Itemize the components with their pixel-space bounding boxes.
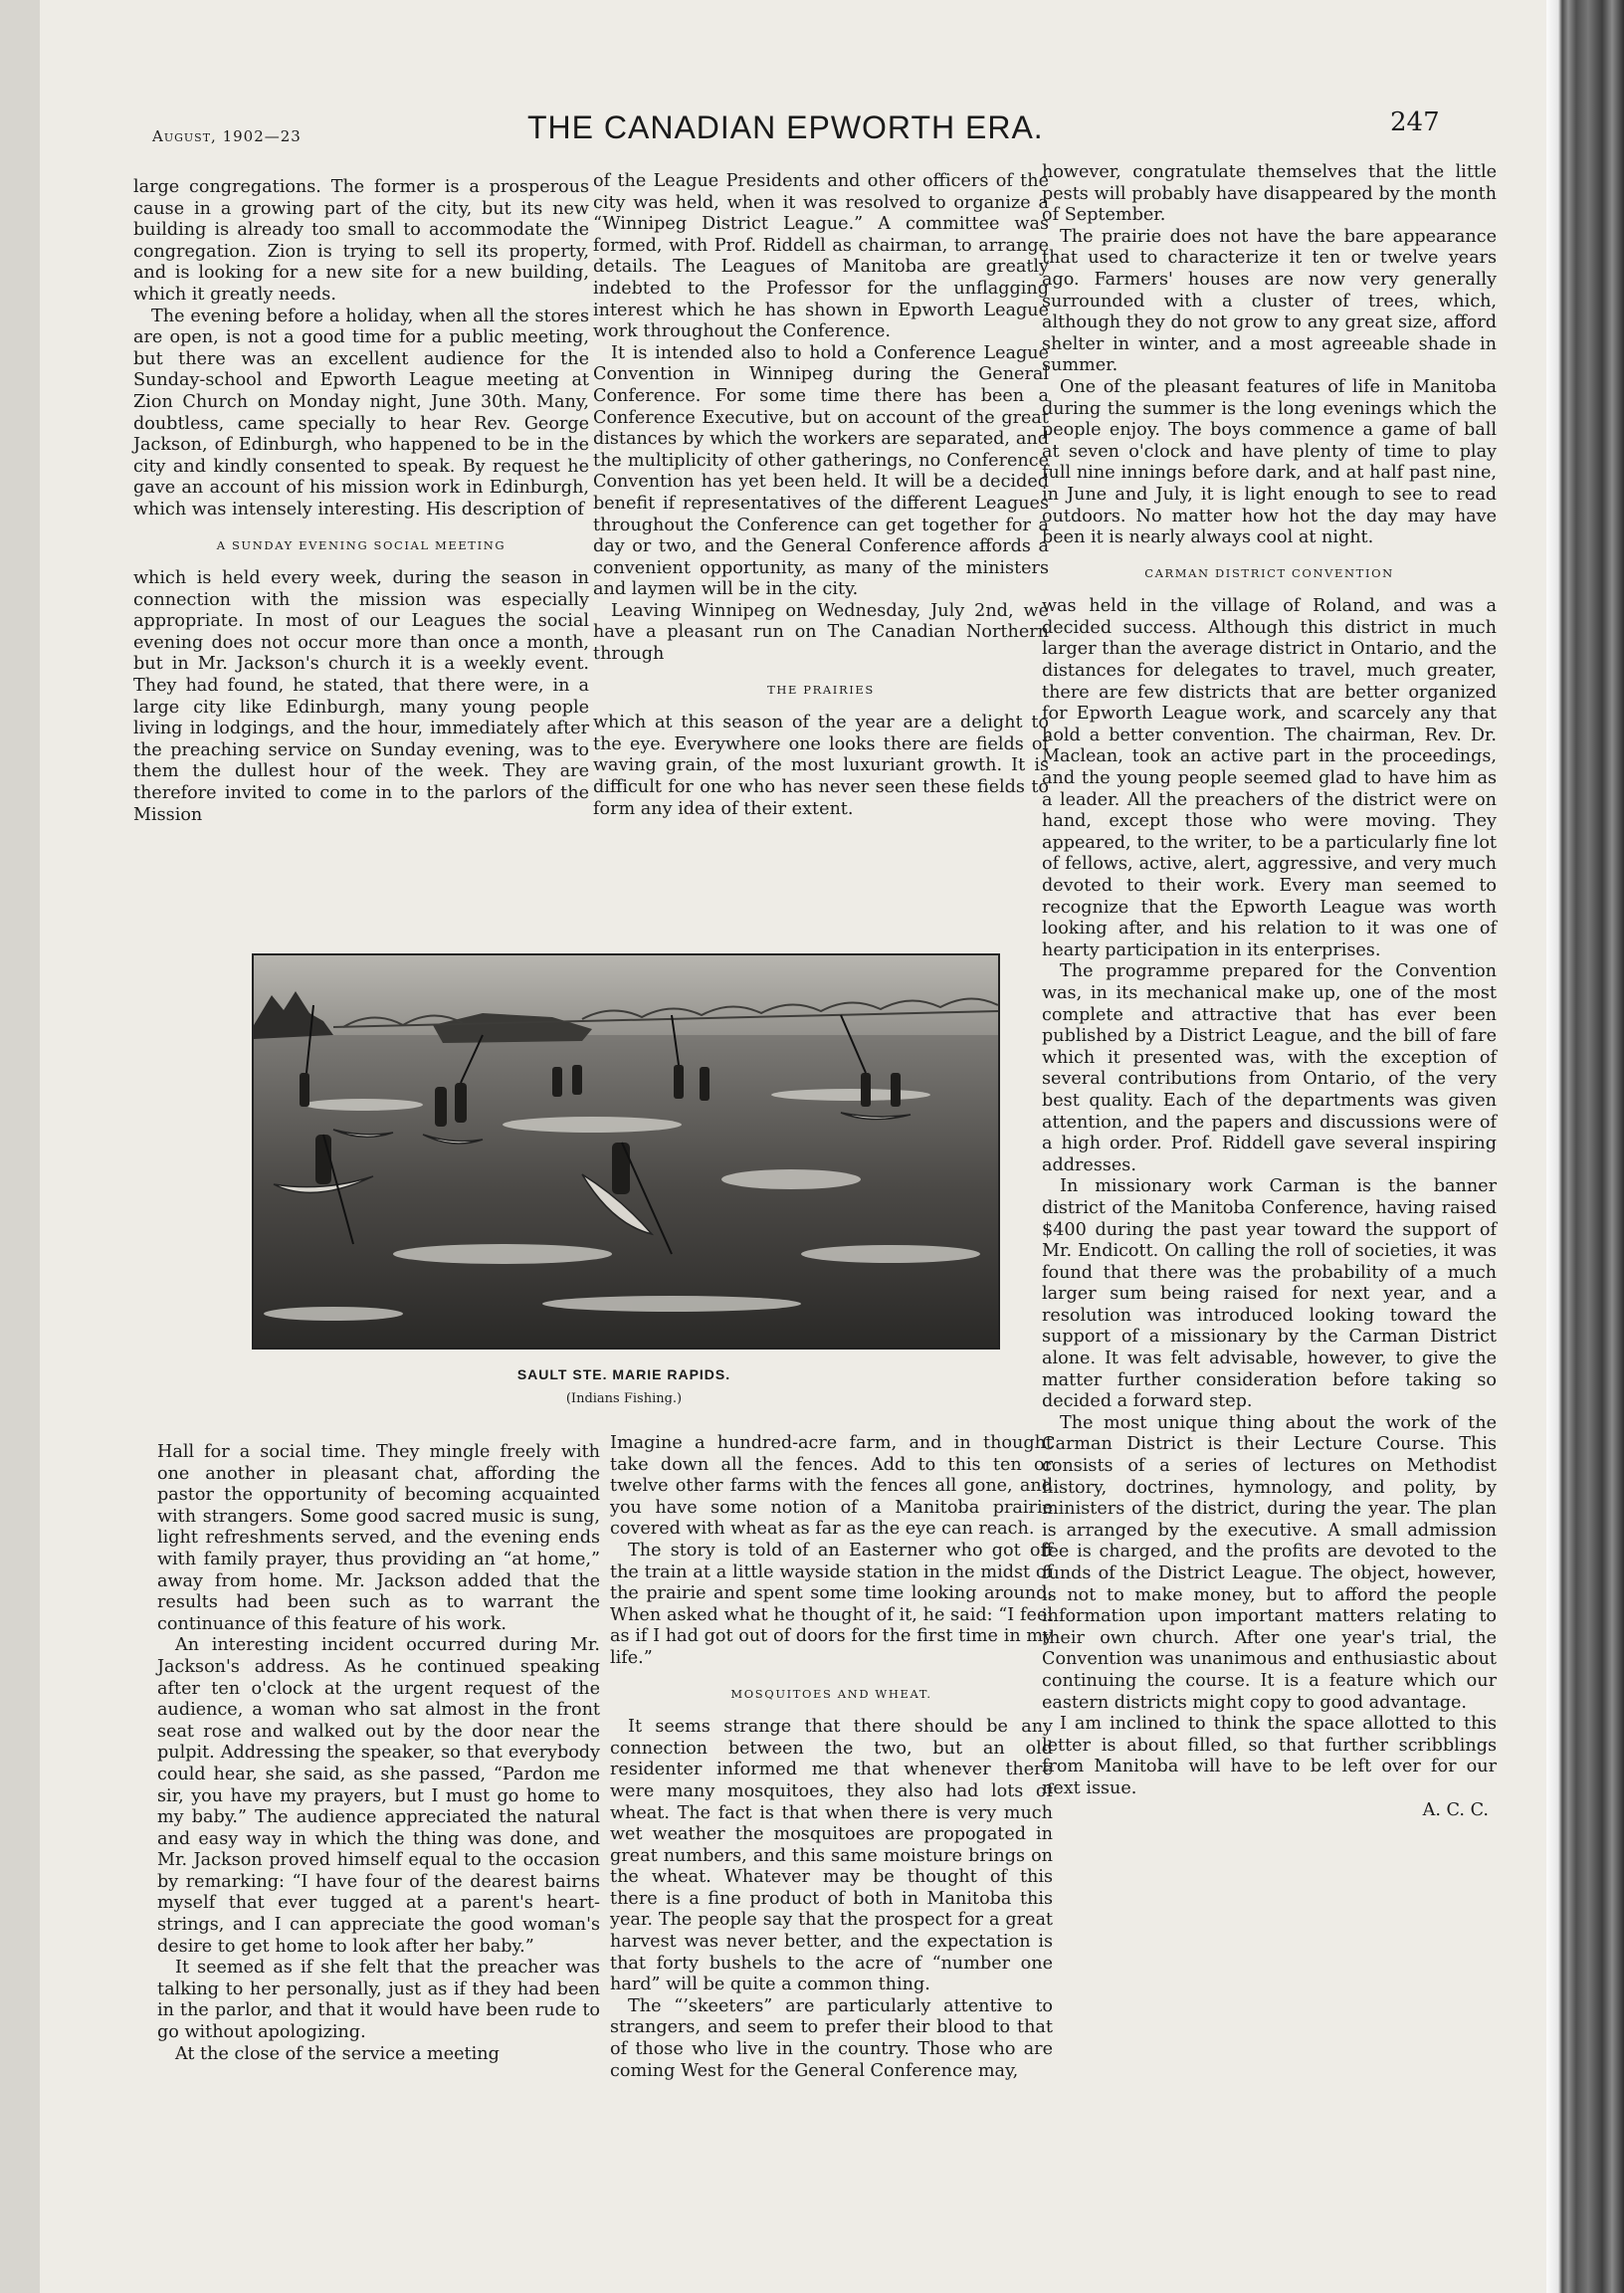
publication-title: THE CANADIAN EPWORTH ERA. [527,109,1044,145]
magazine-page [40,0,1546,2293]
paragraph: Imagine a hundred-acre farm, and in thought take down all the fences. Add to this ten or twelve other farms with the fences all gone, and you have some notion of a Manitoba prairie covered with wheat as far as the eye can reach. [610,1433,1053,1540]
paragraph: however, congratulate themselves that the little pests will probably have disappeared by the month of September. [1042,162,1497,226]
paragraph: which at this season of the year are a delight to the eye. Everywhere one looks there are fields of waving grain, of the most luxuriant growth. It is difficult for one who has never seen these fields to form any idea of their extent. [593,713,1049,819]
paragraph: An interesting incident occurred during Mr. Jackson's address. As he continued speaking after ten o'clock at the urgent request of the audience, a woman who sat almost in the front seat rose and walked out by the door near the pulpit. Addressing the speaker, so that everybody could hear, she said, as she passed, “Pardon me sir, you have my prayers, but I must go home to my baby.” The audience appreciated the natural and easy way in which the thing was done, and Mr. Jackson proved himself equal to the occasion by remarking: “I have four of the dearest bairns myself that ever tugged at a parent's heart-strings, and I can appreciate the good woman's desire to get home to look after her baby.” [157,1635,600,1957]
paragraph: The evening before a holiday, when all the stores are open, is not a good time for a public meeting, but there was an excellent audience for the Sunday-school and Epworth League meeting at Zion Church on Monday night, June 30th. Many, doubtless, came specially to hear Rev. George Jackson, of Edinburgh, who happened to be in the city and kindly consented to speak. By request he gave an account of his mission work in Edinburgh, which was intensely interesting. His description of [133,306,589,520]
paragraph: Leaving Winnipeg on Wednesday, July 2nd, we have a pleasant run on The Canadian Northern through [593,600,1049,665]
paragraph: The story is told of an Easterner who got off the train at a little wayside station in the midst of the prairie and spent some time looking around. When asked what he thought of it, he said: “I feel as if I had got out of doors for the first time in my life.” [610,1540,1053,1668]
paragraph: The “’skeeters” are particularly attentive to strangers, and seem to prefer their blood to that of those who live in the country. Those who are coming West for the General Conference may, [610,1995,1053,2081]
paragraph: At the close of the service a meeting [175,2043,500,2064]
paragraph: was held in the village of Roland, and was a decided success. Although this district in much larger than the average district in Ontario, and the distances for delegates to travel, much greater, there are few districts that are better organized for Epworth League work, and scarcely any that hold a better convention. The chairman, Rev. Dr. Maclean, took an active part in the proceedings, and the young people seemed glad to have him as a leader. All the preachers of the district were on hand, except those who were moving. They appeared, to the writer, to be a particularly fine lot of fellows, active, alert, aggressive, and very much devoted to their work. Every man seemed to recognize that the Epworth League was worth looking after, and his relation to it was one of hearty participation in its enterprises. [1042,596,1497,960]
rapids-photograph [252,953,1000,1350]
paragraph: large congregations. The former is a prosperous cause in a growing part of the city, but its new building is already too small to accommodate the congregation. Zion is trying to sell its property, and is looking for a new site for a new building, which it greatly needs. [133,177,589,305]
section-heading: MOSQUITOES AND WHEAT. [730,1686,932,1701]
paragraph: It seems strange that there should be any connection between the two, but an old residenter informed me that whenever there were many mosquitoes, they also had lots of wheat. The fact is that when there is very much wet weather the mosquitoes are propogated in great numbers, and this same moisture brings on the wheat. Whatever may be thought of this there is a fine product of both in Manitoba this year. The people say that the prospect for a great harvest was never better, and the expectation is that forty bushels to the acre of “number one hard” will be quite a common thing. [610,1717,1053,1995]
section-heading: CARMAN DISTRICT CONVENTION [1144,565,1394,580]
photo-caption: SAULT STE. MARIE RAPIDS. [516,1366,731,1382]
column-right [1042,162,1497,1821]
column-top-middle [593,171,1049,820]
paragraph: of the League Presidents and other officers of the city was held, when it was resolved to organize a “Winnipeg District League.” A committee was formed, with Prof. Riddell as chairman, to arrange details. The Leagues of Manitoba are greatly indebted to the Professor for the unflagging interest which he has shown in Epworth League work throughout the Conference. [593,171,1049,342]
column-top-left [133,177,589,826]
section-heading: THE PRAIRIES [767,682,875,697]
paragraph: It seemed as if she felt that the preacher was talking to her personally, just as if they had been in the parlor, and that it would have been rude to go without apologizing. [157,1958,600,2043]
paragraph: The most unique thing about the work of the Carman District is their Lecture Course. This consists of a series of lectures on Methodist history, doctrines, hymnology, and polity, by ministers of the district, during the year. The plan is arranged by the executive. A small admission fee is charged, and the profits are devoted to the funds of the District League. The object, however, is not to make money, but to afford the people information upon important matters relating to their own church. After one year's trial, the Convention was unanimous and enthusiastic about continuing the course. It is a feature which our eastern districts might copy to good advantage. [1042,1412,1497,1713]
book-spine [1546,0,1624,2293]
paragraph: I am inclined to think the space allotted to this letter is about filled, so that further scribblings from Manitoba will have to be left over for our next issue. [1042,1714,1497,1798]
page-number: 247 [1390,107,1440,137]
paragraph: One of the pleasant features of life in Manitoba during the summer is the long evenings which the people enjoy. The boys commence a game of ball at seven o'clock and have plenty of time to play full nine innings before dark, and at half past nine, in June and July, it is light enough to see to read outdoors. No matter how hot the day may have been it is nearly always cool at night. [1042,376,1497,548]
author-signoff: A. C. C. [1422,1799,1489,1820]
section-heading: A SUNDAY EVENING SOCIAL MEETING [216,537,507,552]
binding-edge-left [0,0,42,2293]
column-bottom-left [157,1442,600,2065]
paragraph: In missionary work Carman is the banner district of the Manitoba Conference, having raised $400 during the past year toward the support of Mr. Endicott. On calling the roll of societies, it was found that there was the probability of a much larger sum being raised for next year, and a resolution was introduced looking toward the support of a missionary by the Carman District alone. It was felt advisable, however, to give the matter further consideration before taking so decided a forward step. [1042,1176,1497,1412]
paragraph: which is held every week, during the season in connection with the mission was especially appropriate. In most of our Leagues the social evening does not occur more than once a month, but in Mr. Jackson's church it is a weekly event. They had found, he stated, that there were, in a large city like Edinburgh, many young people living in lodgings, and the hour, immediately after the preaching service on Sunday evening, was to them the dullest hour of the week. They are therefore invited to come in to the parlors of the Mission [133,568,589,825]
paragraph: Hall for a social time. They mingle freely with one another in pleasant chat, affording the pastor the opportunity of becoming acquainted with strangers. Some good sacred music is sung, light refreshments served, and the evening ends with family prayer, thus providing an “at home,” away from home. Mr. Jackson added that the results had been such as to warrant the continuance of this feature of his work. [157,1442,600,1634]
paragraph: The programme prepared for the Convention was, in its mechanical make up, one of the most complete and attractive that has ever been published by a District League, and the bill of fare which it presented was, with the exception of several contributions from Ontario, of the very best quality. Each of the departments was given attention, and the papers and discussions were of a high order. Prof. Riddell gave several inspiring addresses. [1042,961,1497,1175]
photo-subcaption: (Indians Fishing.) [565,1391,683,1406]
issue-date: August, 1902—23 [152,127,302,145]
paragraph: It is intended also to hold a Conference League Convention in Winnipeg during the General Conference. For some time there has been a Conference Executive, but on account of the great distances by which the workers are separated, and the multiplicity of other gatherings, no Conference Convention has yet been held. It will be a decided benefit if representatives of the different Leagues throughout the Conference can get together for a day or two, and the General Conference affords a convenient opportunity, as many of the ministers and laymen will be in the city. [593,342,1049,600]
page-header [40,107,1546,157]
column-bottom-middle [610,1433,1053,2082]
paragraph: The prairie does not have the bare appearance that used to characterize it ten or twelve years ago. Farmers' houses are now very generally surrounded with a cluster of trees, which, although they do not grow to any great size, afford shelter in winter, and a most agreeable shade in summer. [1042,226,1497,376]
